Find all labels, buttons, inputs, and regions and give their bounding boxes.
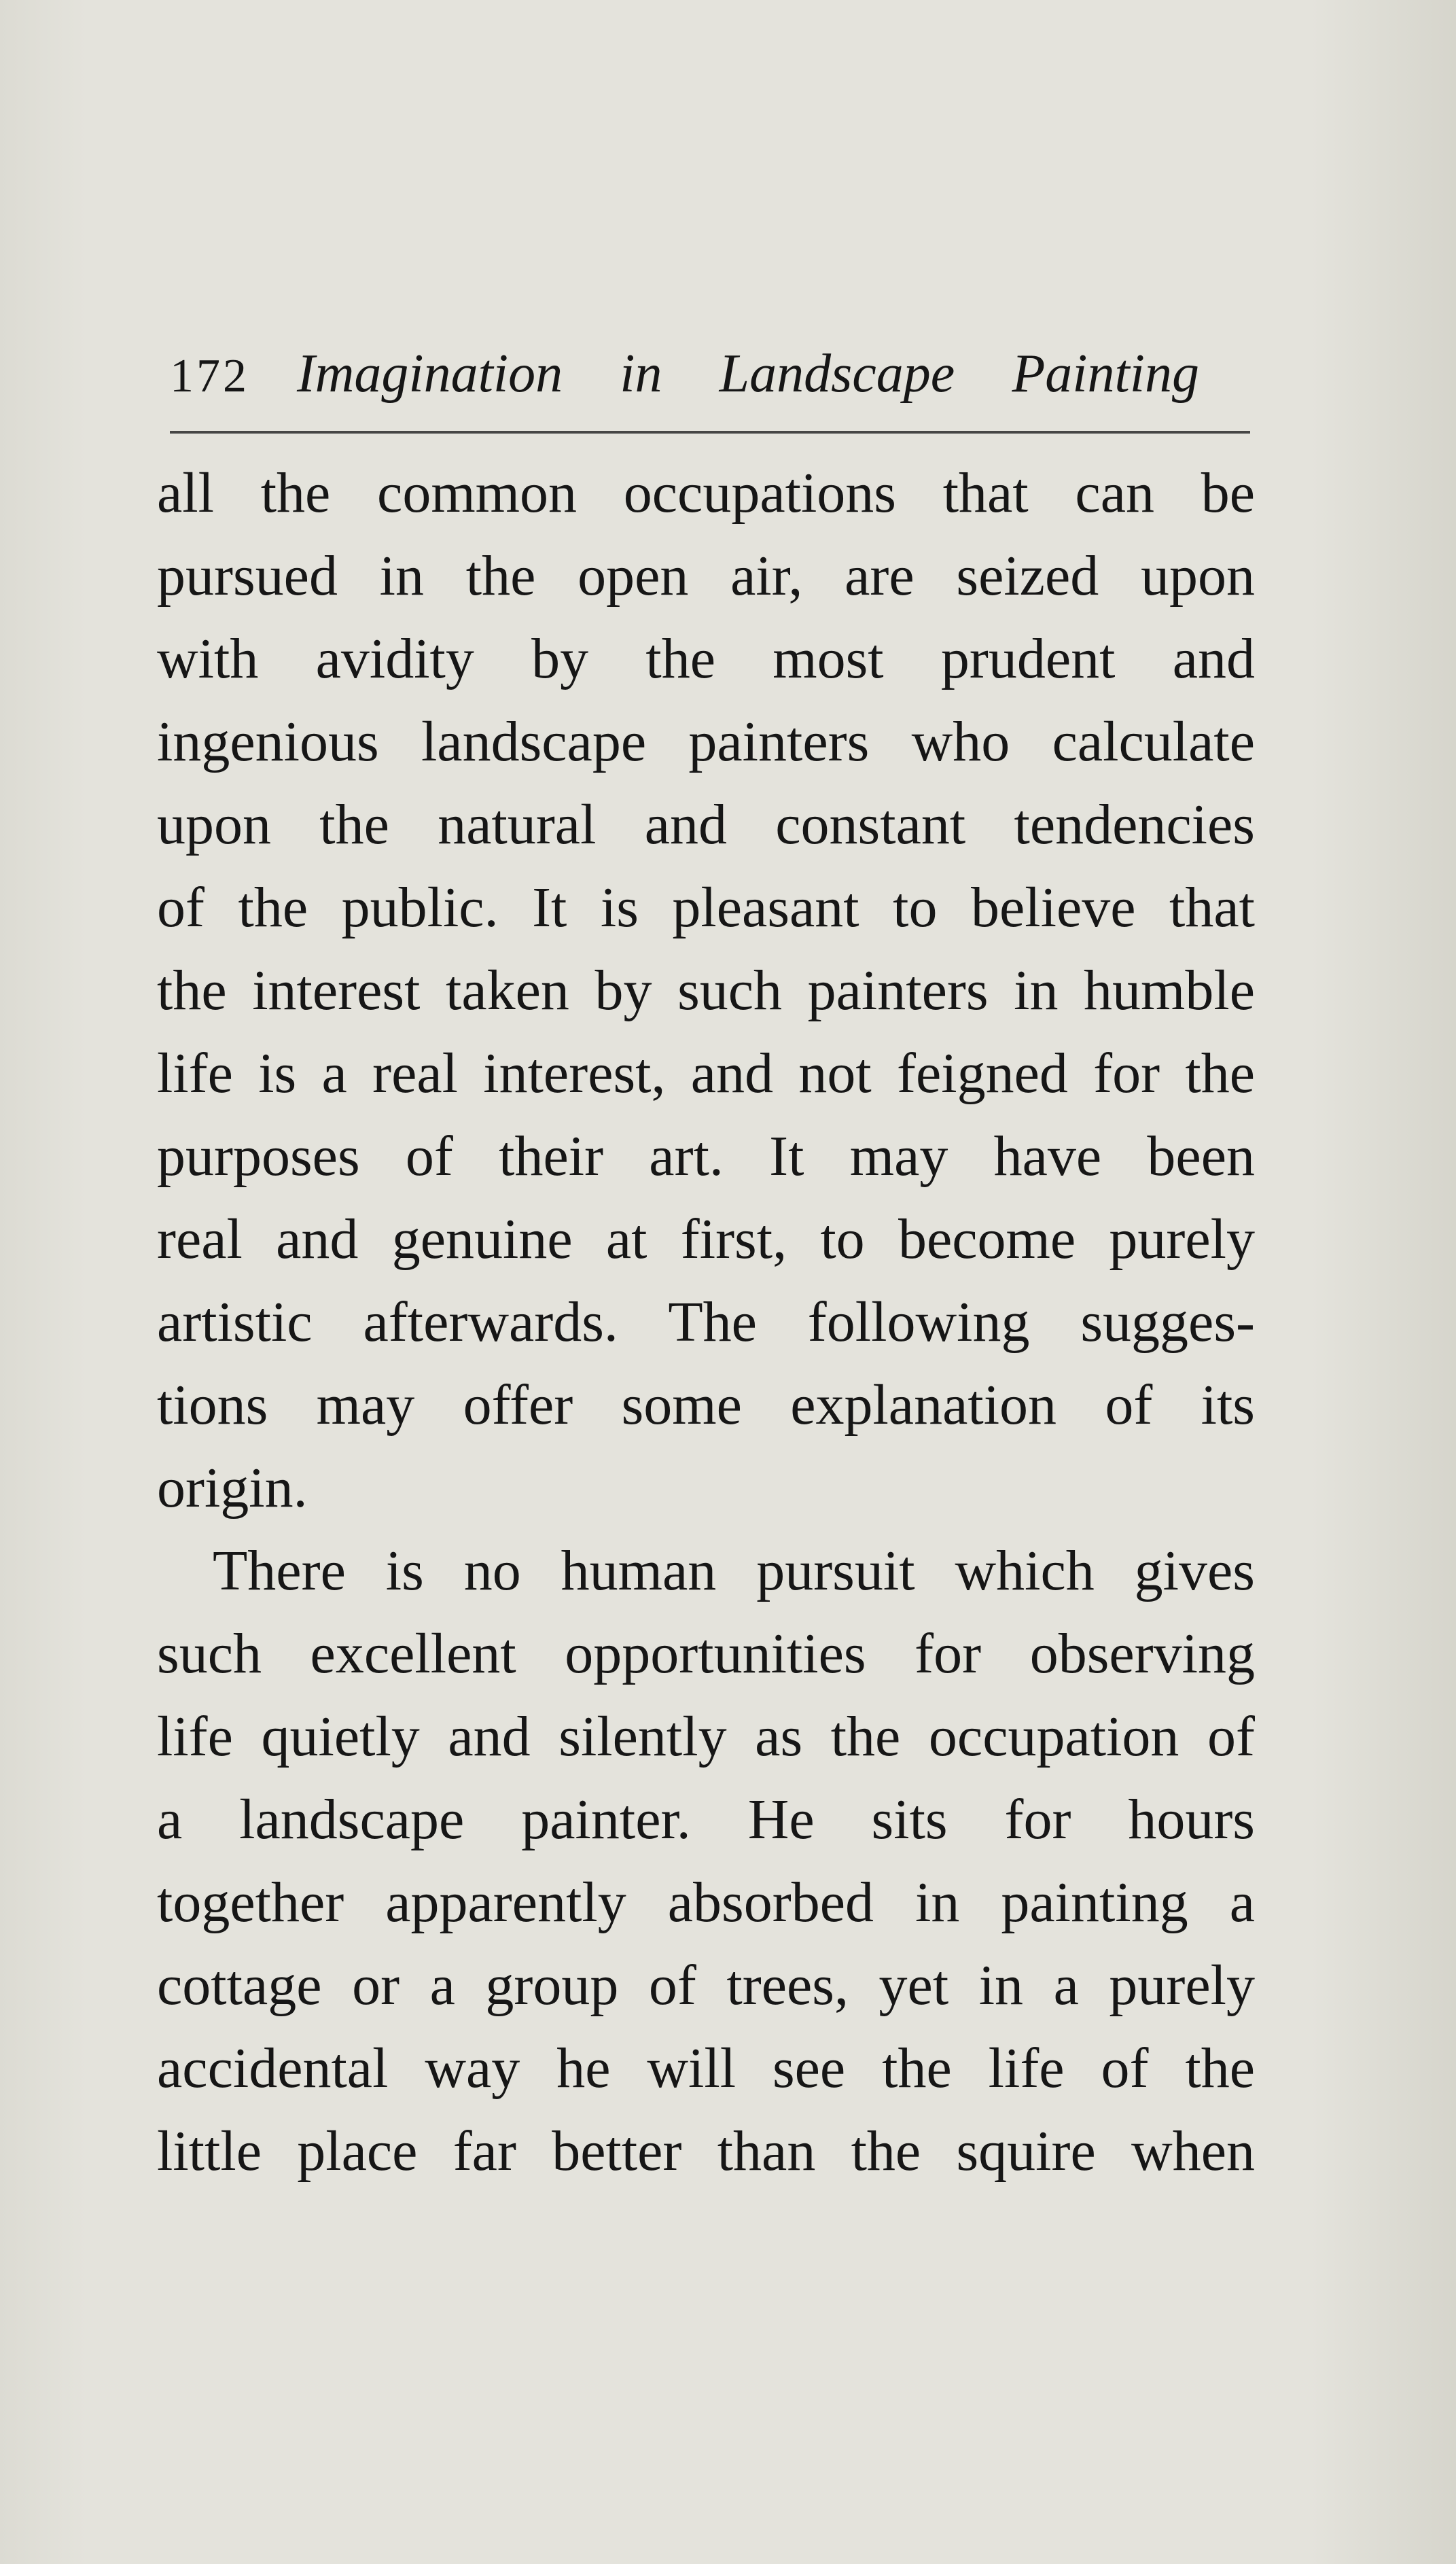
running-title-word: in <box>620 344 662 404</box>
text-line: with avidity by the most prudent and <box>157 627 1255 690</box>
text-line: together apparently absorbed in painting a <box>157 1871 1255 1934</box>
text-line: cottage or a group of trees, yet in a purely <box>157 1954 1255 2017</box>
text-line: little place far better than the squire when <box>157 2120 1255 2183</box>
body-text <box>157 452 1255 2193</box>
running-title-word: Landscape <box>719 344 955 404</box>
text-line: a landscape painter. He sits for hours <box>157 1788 1255 1851</box>
text-line: all the common occupations that can be <box>157 461 1255 525</box>
text-line: pursued in the open air, are seized upon <box>157 544 1255 608</box>
running-title-word: Imagination <box>297 344 563 404</box>
text-line: of the public. It is pleasant to believe that <box>157 876 1255 939</box>
text-line: such excellent opportunities for observing <box>157 1622 1255 1685</box>
text-line: upon the natural and constant tendencies <box>157 793 1255 856</box>
text-line: There is no human pursuit which gives <box>213 1539 1255 1602</box>
running-title-word: Painting <box>1012 344 1199 404</box>
text-line: life quietly and silently as the occupation of <box>157 1705 1255 1768</box>
text-line: purposes of their art. It may have been <box>157 1125 1255 1188</box>
running-title <box>297 343 1199 405</box>
text-line: artistic afterwards. The following sugges- <box>157 1290 1255 1354</box>
text-line: the interest taken by such painters in humble <box>157 959 1255 1022</box>
text-line: tions may offer some explanation of its <box>157 1373 1255 1437</box>
text-line: ingenious landscape painters who calculate <box>157 710 1255 773</box>
text-line: real and genuine at first, to become purely <box>157 1208 1255 1271</box>
running-head <box>170 343 1199 418</box>
text-line: life is a real interest, and not feigned for the <box>157 1042 1255 1105</box>
text-line: accidental way he will see the life of the <box>157 2037 1255 2100</box>
page-number: 172 <box>170 350 249 402</box>
header-rule <box>170 431 1250 434</box>
text-line: origin. <box>157 1456 308 1520</box>
